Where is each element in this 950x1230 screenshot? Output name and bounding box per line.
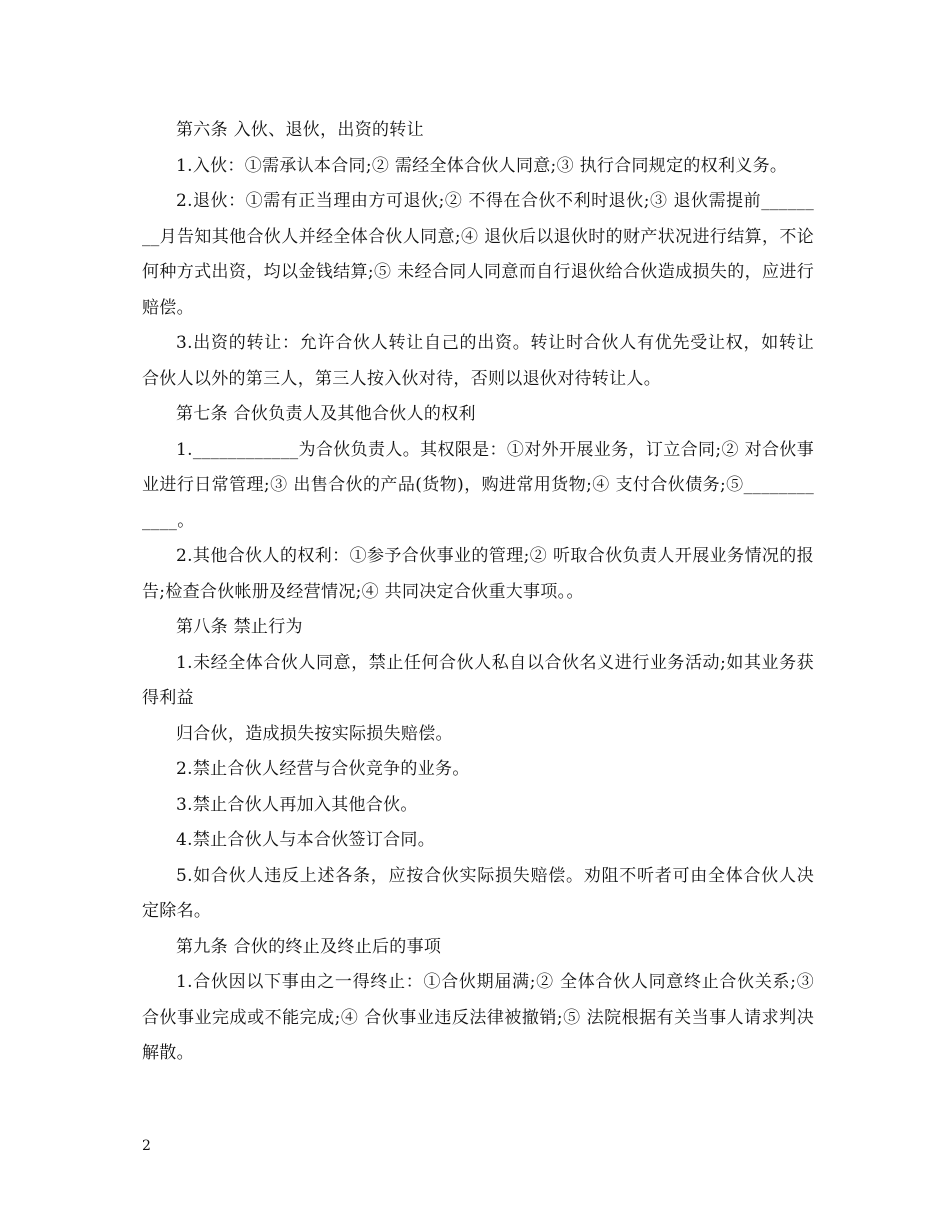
- document-body: [142, 113, 814, 1072]
- clause-8-2: 2.禁止合伙人经营与合伙竞争的业务。: [176, 759, 470, 779]
- heading-article-8: 第八条 禁止行为: [176, 617, 303, 637]
- clause-8-1-continued: 归合伙，造成损失按实际损失赔偿。: [176, 723, 453, 744]
- clause-8-5: 5.如合伙人违反上述各条，应按合伙实际损失赔偿。劝阻不听者可由全体合伙人决定除名。: [142, 865, 814, 921]
- page-number: 2: [142, 1138, 151, 1154]
- clause-8-4: 4.禁止合伙人与本合伙签订合同。: [176, 830, 436, 850]
- clause-9-1-termination: 1.合伙因以下事由之一得终止：①合伙期届满;② 全体合伙人同意终止合伙关系;③ 合伙事业完成或不能完成;④ 合伙事业违反法律被撤销;⑤ 法院根据有关当事人请求判决解散。: [142, 972, 814, 1063]
- clause-6-3-transfer: 3.出资的转让：允许合伙人转让自己的出资。转让时合伙人有优先受让权，如转让合伙人以外的第三人，第三人按入伙对待，否则以退伙对待转让人。: [142, 333, 814, 389]
- heading-article-7: 第七条 合伙负责人及其他合伙人的权利: [176, 404, 476, 424]
- clause-6-2-withdrawal: 2.退伙：①需有正当理由方可退伙;② 不得在合伙不利时退伙;③ 退伙需提前________月告知其他合伙人并经全体合伙人同意;④ 退伙后以退伙时的财产状况进行结算，不论何种方式出资，均以金钱结算;⑤ 未经合同人同意而自行退伙给合伙造成损失的，应进行赔偿。: [142, 191, 814, 318]
- clause-7-2-partner-rights: 2.其他合伙人的权利：①参予合伙事业的管理;② 听取合伙负责人开展业务情况的报告;检查合伙帐册及经营情况;④ 共同决定合伙重大事项。。: [142, 546, 814, 602]
- clause-7-1-manager: 1.____________为合伙负责人。其权限是：①对外开展业务，订立合同;② 对合伙事业进行日常管理;③ 出售合伙的产品(货物)，购进常用货物;④ 支付合伙债务;⑤____________。: [142, 439, 814, 531]
- clause-6-1-joining: 1.入伙：①需承认本合同;② 需经全体合伙人同意;③ 执行合同规定的权利义务。: [176, 155, 788, 176]
- clause-8-3: 3.禁止合伙人再加入其他合伙。: [176, 794, 418, 815]
- heading-article-6: 第六条 入伙、退伙，出资的转让: [176, 120, 424, 140]
- heading-article-9: 第九条 合伙的终止及终止后的事项: [176, 936, 442, 957]
- clause-8-1: 1.未经全体合伙人同意，禁止任何合伙人私自以合伙名义进行业务活动;如其业务获得利益: [142, 652, 814, 708]
